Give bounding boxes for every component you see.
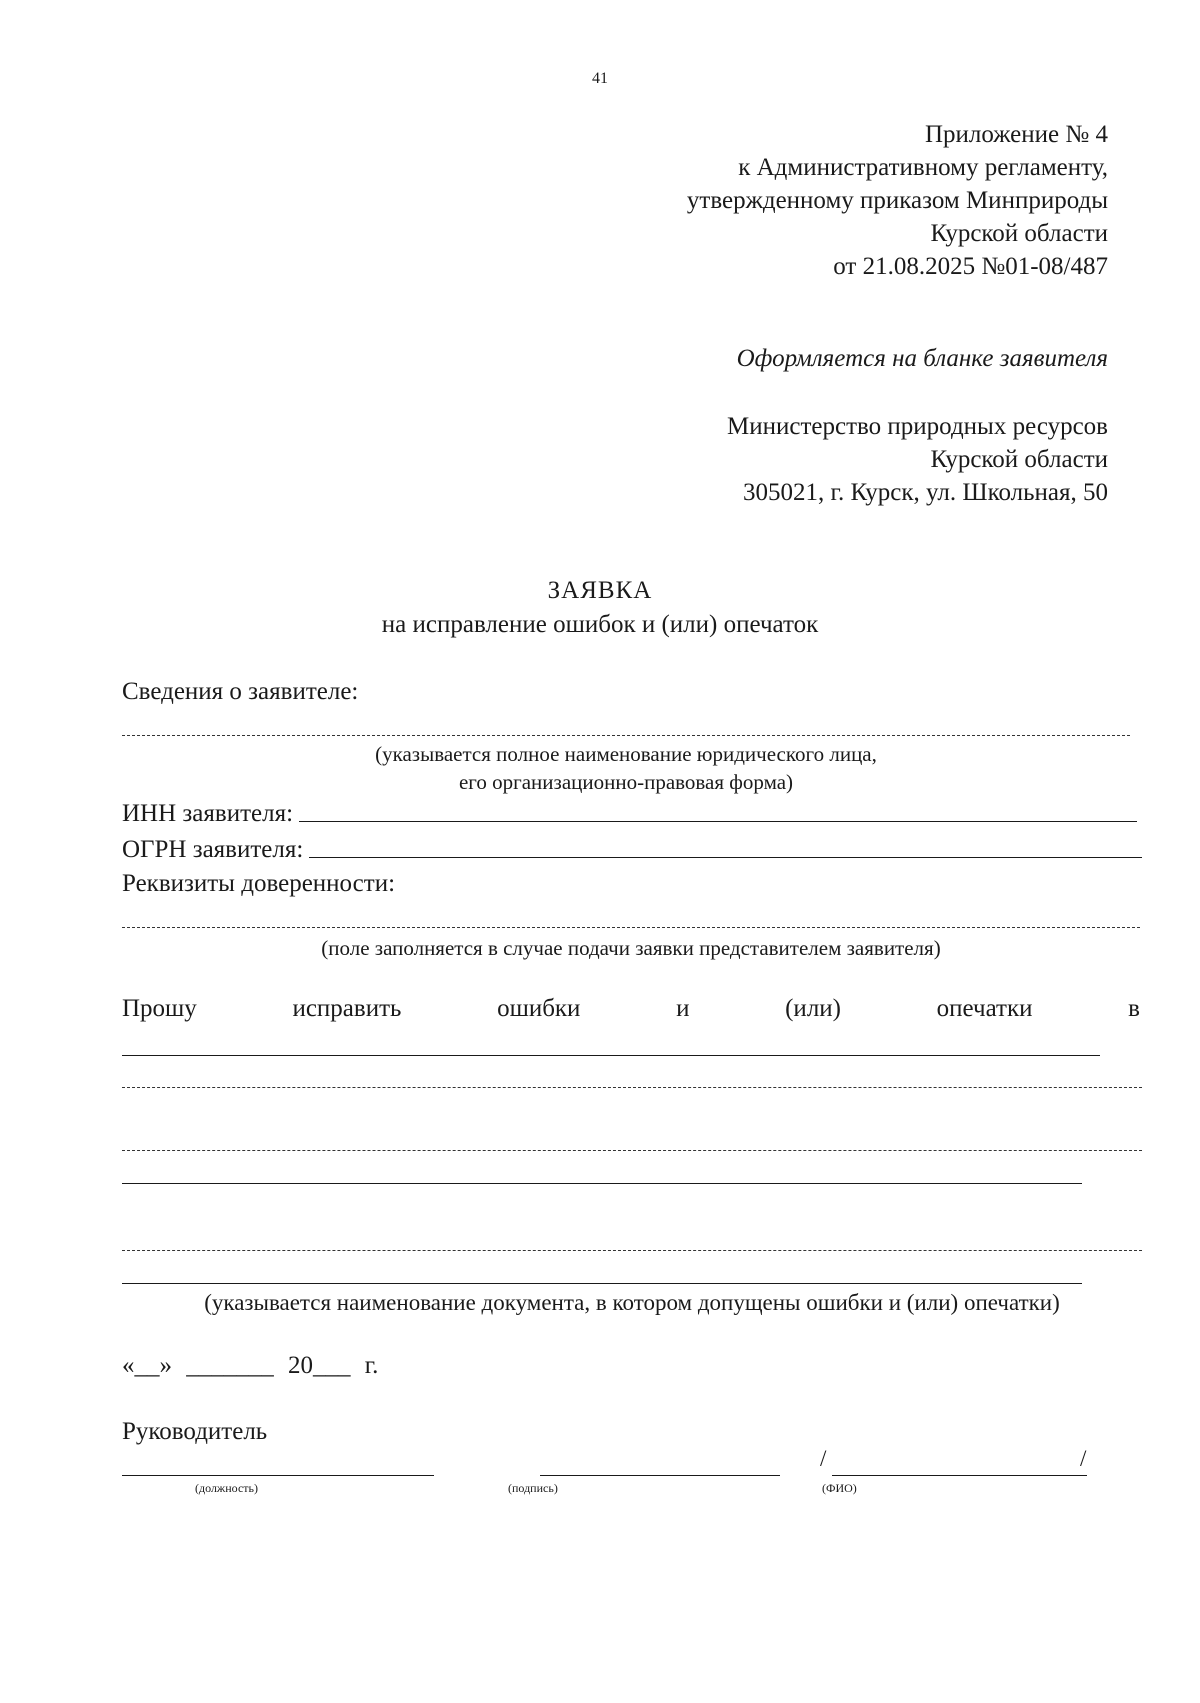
- appendix-line: утвержденному приказом Минприроды: [686, 187, 1108, 214]
- request-sentence: [122, 995, 1140, 1023]
- document-field-line[interactable]: [122, 1183, 1082, 1184]
- ogrn-label: ОГРН заявителя:: [122, 836, 304, 863]
- fio-slash-left: /: [820, 1446, 827, 1471]
- appendix-line: к Административному регламенту,: [738, 154, 1108, 181]
- request-word: исправить: [292, 995, 402, 1022]
- page-number: 41: [592, 70, 608, 87]
- date-year-suffix: г.: [364, 1352, 379, 1379]
- request-word: и: [676, 995, 690, 1022]
- poa-field[interactable]: [122, 927, 1140, 928]
- date-day[interactable]: «__»: [122, 1352, 172, 1379]
- inn-label: ИНН заявителя:: [122, 800, 294, 827]
- inn-field[interactable]: [299, 821, 1137, 822]
- applicant-name-hint: (указывается полное наименование юридического лица,: [375, 742, 877, 766]
- document-field-line[interactable]: [122, 1055, 1100, 1056]
- date-line: [122, 1352, 378, 1380]
- appendix-line: Приложение № 4: [924, 121, 1108, 148]
- role-label: Руководитель: [122, 1418, 268, 1445]
- inn-row: [122, 800, 1137, 828]
- fio-caption: (ФИО): [822, 1481, 857, 1495]
- addressee-line: Курской области: [930, 446, 1108, 473]
- document-title: ЗАЯВКА: [547, 577, 653, 604]
- addressee-block: [727, 410, 1108, 509]
- signature-caption: (подпись): [508, 1481, 558, 1495]
- request-word: ошибки: [497, 995, 581, 1022]
- document-hint: (указывается наименование документа, в котором допущены ошибки и (или) опечатки): [204, 1290, 1060, 1315]
- document-subtitle: на исправление ошибок и (или) опечаток: [381, 611, 819, 638]
- ogrn-row: [122, 836, 1142, 864]
- applicant-name-hint: его организационно-правовая форма): [458, 770, 794, 794]
- date-month[interactable]: _______: [186, 1352, 274, 1379]
- signature-field[interactable]: [540, 1475, 780, 1476]
- appendix-line: Курской области: [930, 220, 1108, 247]
- position-caption: (должность): [195, 1481, 258, 1495]
- request-word: Прошу: [122, 995, 197, 1022]
- poa-hint: (поле заполняется в случае подачи заявки представителем заявителя): [321, 936, 941, 960]
- request-word: в: [1128, 995, 1140, 1022]
- addressee-line: Министерство природных ресурсов: [727, 413, 1108, 440]
- document-field-line[interactable]: [122, 1150, 1142, 1151]
- request-word: (или): [785, 995, 841, 1022]
- fio-field[interactable]: [832, 1475, 1087, 1476]
- appendix-line: от 21.08.2025 №01-08/487: [833, 253, 1108, 280]
- position-field[interactable]: [122, 1475, 434, 1476]
- appendix-reference: [687, 118, 1108, 283]
- form-note: Оформляется на бланке заявителя: [736, 345, 1108, 372]
- ogrn-field[interactable]: [309, 857, 1142, 858]
- request-word: опечатки: [936, 995, 1033, 1022]
- applicant-info-label: Сведения о заявителе:: [122, 678, 359, 705]
- date-year[interactable]: 20___: [288, 1352, 351, 1379]
- applicant-name-field[interactable]: [122, 735, 1130, 736]
- addressee-line: 305021, г. Курск, ул. Школьная, 50: [743, 479, 1108, 506]
- document-field-line[interactable]: [122, 1087, 1142, 1088]
- document-field-line[interactable]: [122, 1283, 1082, 1284]
- fio-slash-right: /: [1080, 1446, 1087, 1471]
- document-field-line[interactable]: [122, 1250, 1142, 1251]
- poa-label: Реквизиты доверенности:: [122, 870, 396, 897]
